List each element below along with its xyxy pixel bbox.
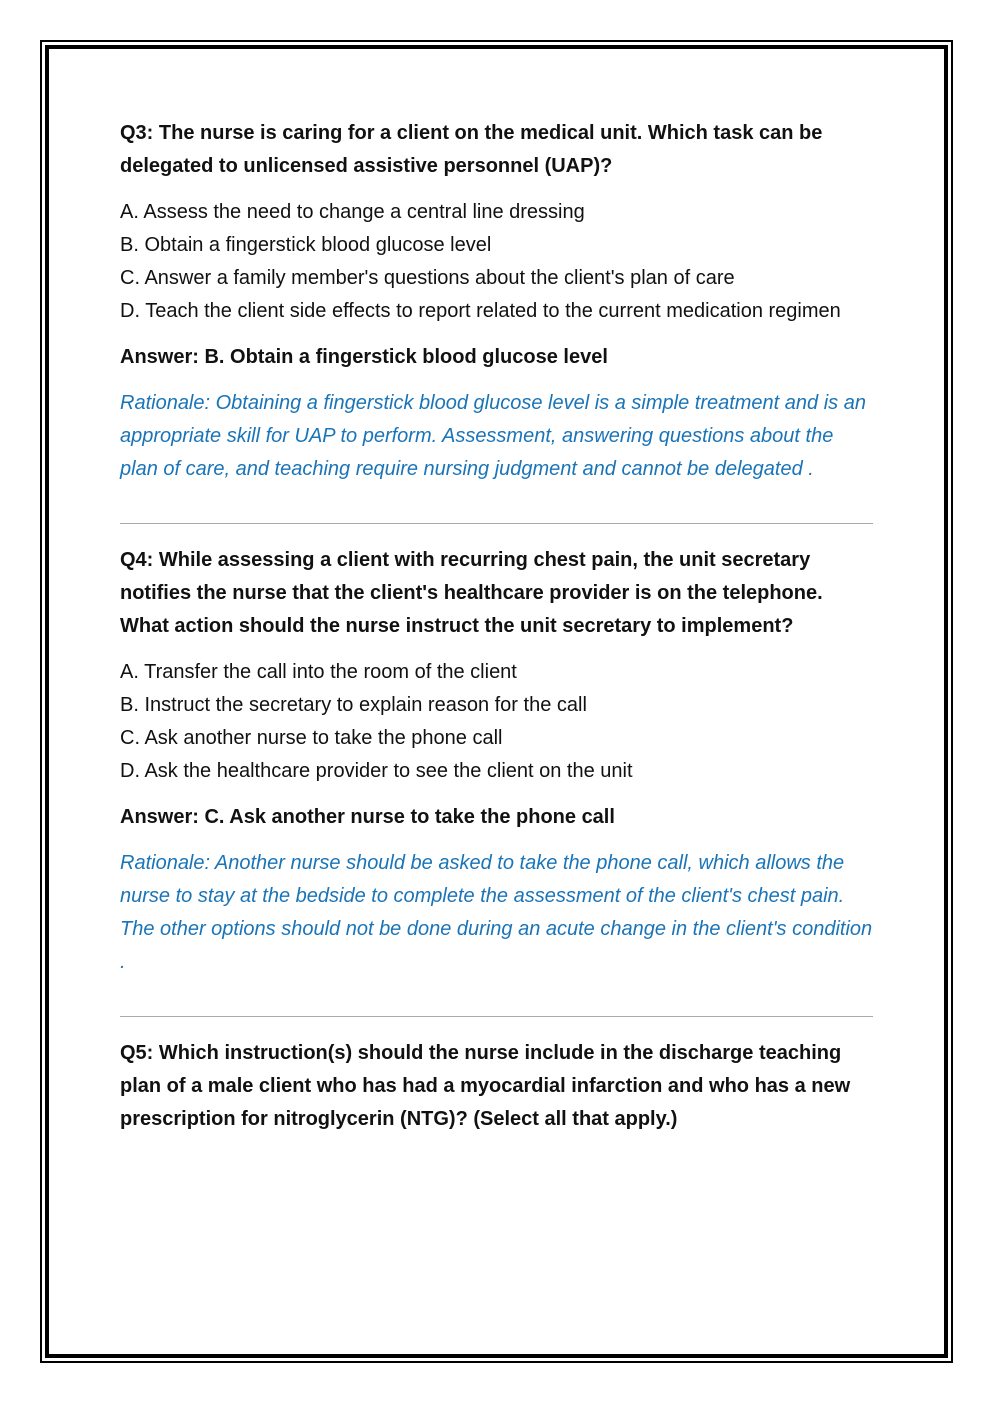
page-content [120,117,873,1149]
option-c: C. Ask another nurse to take the phone call [120,727,503,749]
option-b: B. Obtain a fingerstick blood glucose level [120,234,492,256]
option-d: D. Teach the client side effects to report related to the current medication regimen [120,300,841,322]
question-block-q3 [120,117,873,486]
answer-text: Answer: C. Ask another nurse to take the phone call [120,806,615,828]
option-a: A. Assess the need to change a central line dressing [120,201,585,223]
question-text: Q4: While assessing a client with recurring chest pain, the unit secretary notifies the nurse that the client's healthcare provider is on the telephone. What action should the nurse instruct the unit secretary to implement? [120,549,823,637]
option-list [120,656,873,788]
section-divider [120,1016,873,1017]
answer-text: Answer: B. Obtain a fingerstick blood glucose level [120,346,608,368]
option-a: A. Transfer the call into the room of the client [120,661,517,683]
question-text: Q5: Which instruction(s) should the nurse include in the discharge teaching plan of a male client who has had a myocardial infarction and who has a new prescription for nitroglycerin (NTG)? (Select all that apply.) [120,1042,851,1130]
question-block-q4 [120,544,873,979]
option-c: C. Answer a family member's questions about the client's plan of care [120,267,735,289]
option-b: B. Instruct the secretary to explain reason for the call [120,694,587,716]
section-divider [120,523,873,524]
option-list [120,196,873,328]
rationale-text: Rationale: Another nurse should be asked to take the phone call, which allows the nurse to stay at the bedside to complete the assessment of the client's chest pain. The other options should not be done during an acute change in the client's condition . [120,852,873,973]
question-block-q5 [120,1037,873,1136]
rationale-text: Rationale: Obtaining a fingerstick blood glucose level is a simple treatment and is an appropriate skill for UAP to perform. Assessment, answering questions about the plan of care, and teaching require nursing judgment and cannot be delegated . [120,392,866,480]
question-text: Q3: The nurse is caring for a client on the medical unit. Which task can be delegated to unlicensed assistive personnel (UAP)? [120,122,823,177]
option-d: D. Ask the healthcare provider to see the client on the unit [120,760,633,782]
